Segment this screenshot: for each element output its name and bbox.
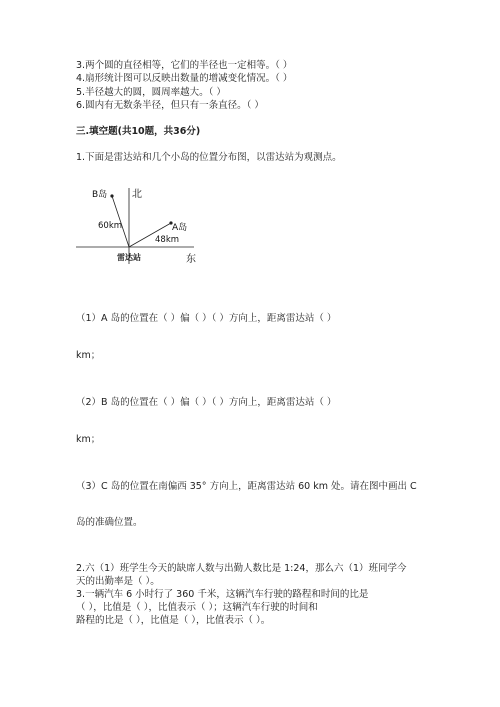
distance-a-label: 48km (155, 235, 180, 245)
q2-line1: 2.六（1）班学生今天的缺席人数与出勤人数比是 1:24，那么六（1）班同学今 (76, 563, 407, 574)
q1-sub1: （1）A 岛的位置在（ ）偏（ ）（ ）方向上，距离雷达站（ ） (76, 313, 337, 324)
distance-b-label: 60km (98, 221, 123, 231)
judgement-item-5: 5.半径越大的圆，圆周率越大。（ ） (76, 87, 226, 98)
section-title: 三.填空题(共10题，共36分) (76, 126, 201, 137)
q3-line3: 路程的比是（ ），比值是（ ），比值表示（ ）。 (76, 615, 271, 626)
east-label: 东 (186, 254, 196, 265)
q1-sub3-line1: （3）C 岛的位置在南偏西 35° 方向上，距离雷达站 60 km 处。请在图中画出 C (76, 481, 417, 492)
island-b-label: B岛 (92, 190, 108, 200)
q1-sub2-unit: km； (76, 434, 101, 445)
q1-sub3-line2: 岛的准确位置。 (76, 517, 143, 528)
radar-diagram (76, 180, 206, 270)
q1-sub2: （2）B 岛的位置在（ ）偏（ ）（ ）方向上，距离雷达站（ ） (76, 397, 337, 408)
north-label: 北 (132, 189, 142, 200)
q3-line2: （ ），比值是（ ），比值表示（ ）；这辆汽车行驶的时间和 (76, 602, 318, 613)
judgement-item-3: 3.两个圆的直径相等，它们的半径也一定相等。（ ） (76, 60, 293, 71)
q1-sub1-unit: km； (76, 350, 101, 361)
q3-line1: 3.一辆汽车 6 小时行了 360 千米，这辆汽车行驶的路程和时间的比是 (76, 589, 369, 600)
island-b-point (110, 194, 113, 197)
q1-intro: 1.下面是雷达站和几个小岛的位置分布图，以雷达站为观测点。 (76, 152, 342, 163)
q2-line2: 天的出勤率是（ ）。 (76, 576, 160, 587)
radar-station-label: 雷达站 (117, 253, 141, 262)
judgement-item-4: 4.扇形统计图可以反映出数量的增减变化情况。（ ） (76, 73, 293, 84)
island-a-label: A岛 (172, 223, 188, 233)
judgement-item-6: 6.圆内有无数条半径，但只有一条直径。（ ） (76, 100, 264, 111)
